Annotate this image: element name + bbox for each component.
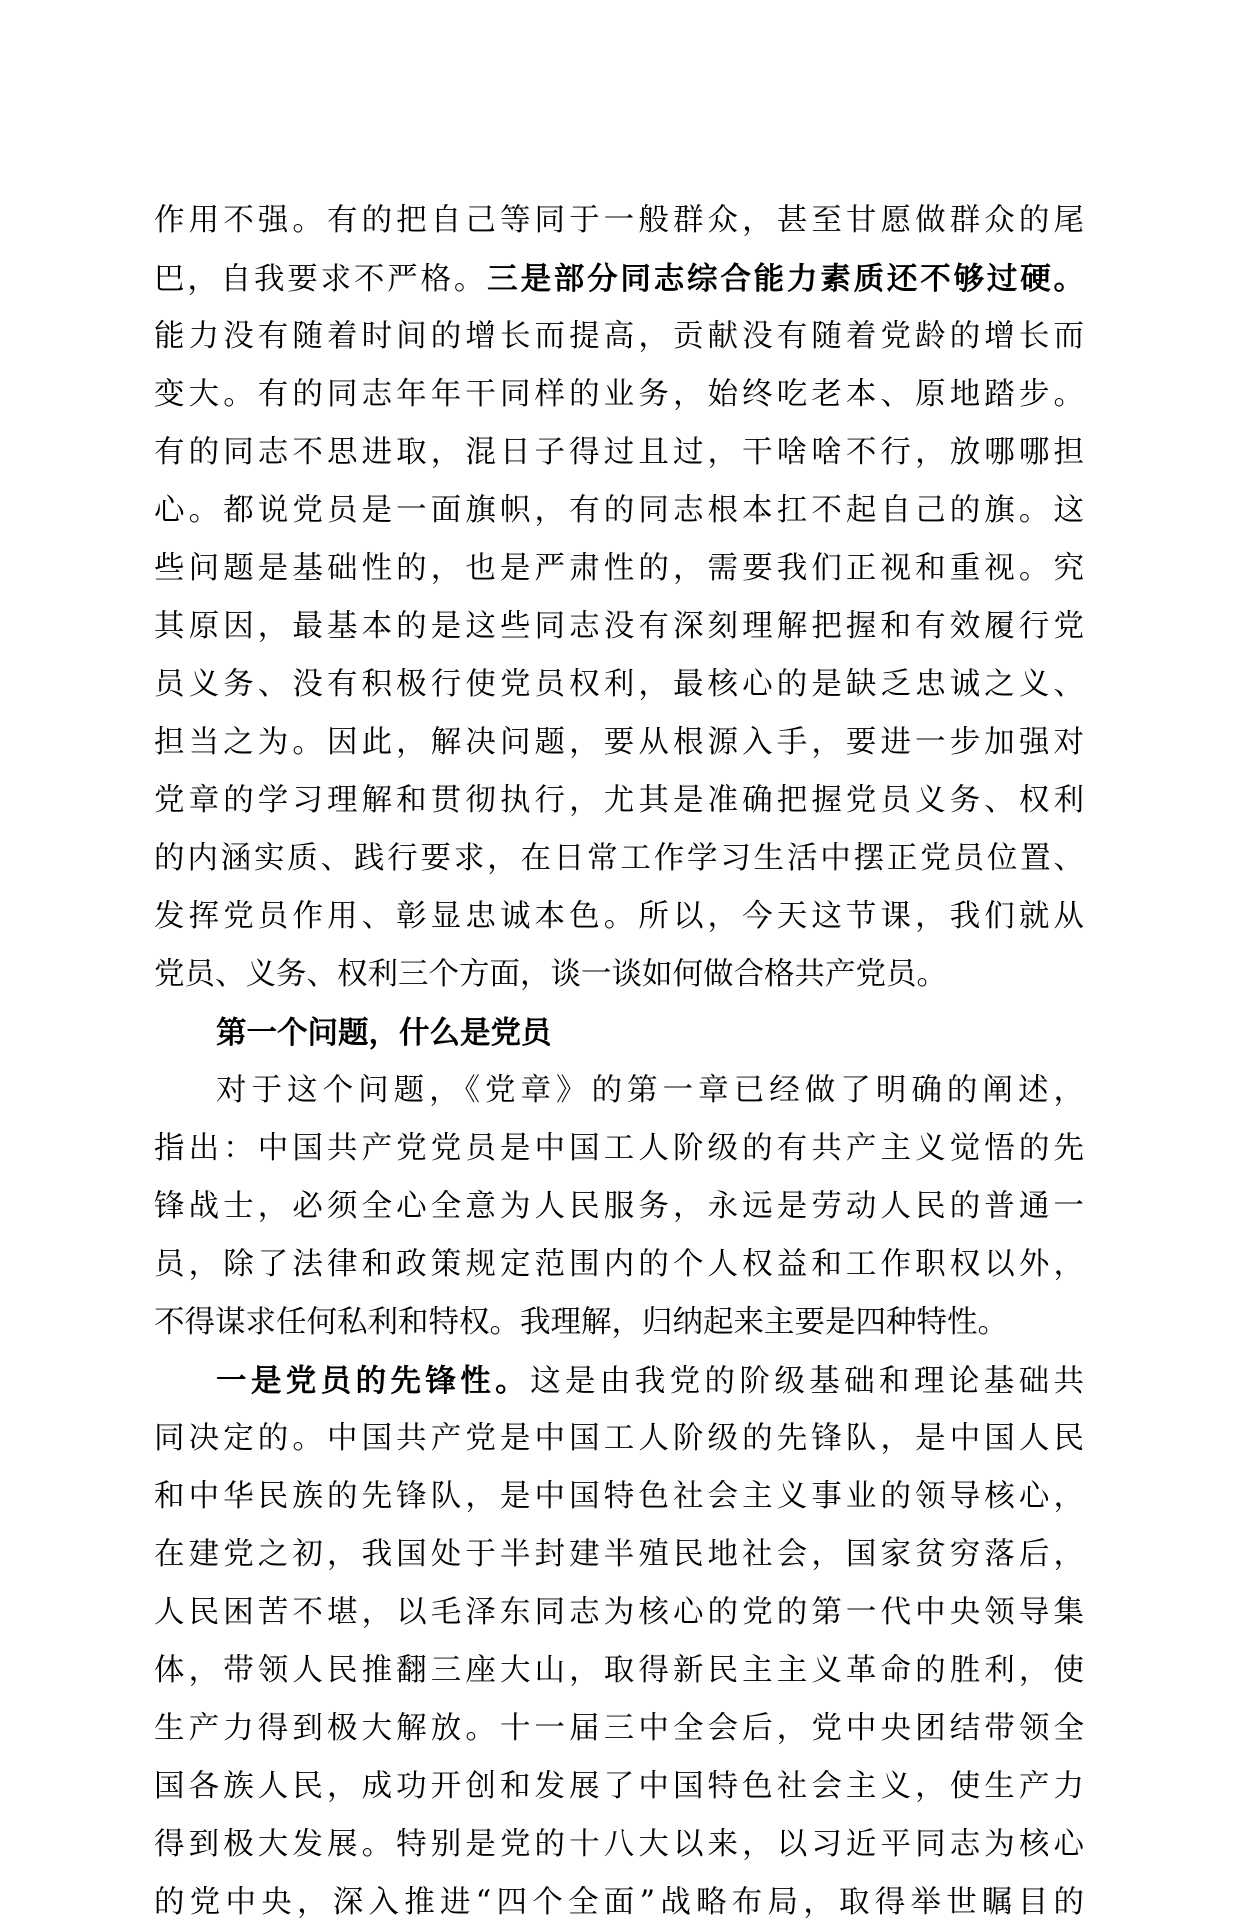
text-line (154, 656, 1084, 714)
text-line (154, 772, 1084, 830)
text-run: 员，除了法律和政策规定范围内的个人权益和工作职权以外， (154, 1247, 1084, 1282)
text-run: 的党中央，深入推进“四个全面”战略布局，取得举世瞩目的 (154, 1885, 1084, 1920)
text-line (154, 1758, 1084, 1816)
text-line (154, 830, 1084, 888)
text-run: 能力没有随着时间的增长而提高，贡献没有随着党龄的增长而 (154, 319, 1084, 354)
text-line (154, 366, 1084, 424)
text-run: 对于这个问题，《党章》的第一章已经做了明确的阐述， (216, 1073, 1084, 1108)
text-run: 担当之为。因此，解决问题，要从根源入手，要进一步加强对 (154, 725, 1084, 760)
text-line (154, 1410, 1084, 1468)
text-line (154, 1700, 1084, 1758)
text-line (154, 1352, 1084, 1410)
text-line (154, 888, 1084, 946)
text-line (154, 1642, 1084, 1700)
text-run: 作用不强。有的把自己等同于一般群众，甚至甘愿做群众的尾 (154, 203, 1084, 238)
text-run: 和中华民族的先锋队，是中国特色社会主义事业的领导核心， (154, 1479, 1084, 1514)
text-line (154, 540, 1084, 598)
text-line (154, 598, 1084, 656)
text-run: 些问题是基础性的，也是严肃性的，需要我们正视和重视。究 (154, 551, 1084, 586)
document-body (154, 192, 1084, 1932)
text-line (154, 1004, 1084, 1062)
text-line (154, 250, 1084, 308)
text-run: 心。都说党员是一面旗帜，有的同志根本扛不起自己的旗。这 (154, 493, 1084, 528)
text-line (154, 1294, 1084, 1352)
text-run: 同决定的。中国共产党是中国工人阶级的先锋队，是中国人民 (154, 1421, 1084, 1456)
text-line (154, 946, 1084, 1004)
text-line (154, 1236, 1084, 1294)
text-run: 指出：中国共产党党员是中国工人阶级的有共产主义觉悟的先 (154, 1131, 1084, 1166)
bold-text-run: 一是党员的先锋性。 (216, 1363, 531, 1399)
text-run: 的内涵实质、践行要求，在日常工作学习生活中摆正党员位置、 (154, 841, 1084, 876)
text-line (154, 1874, 1084, 1932)
text-run: 党章的学习理解和贯彻执行，尤其是准确把握党员义务、权利 (154, 783, 1084, 818)
text-run: 员义务、没有积极行使党员权利，最核心的是缺乏忠诚之义、 (154, 667, 1084, 702)
text-line (154, 1178, 1084, 1236)
text-run: 在建党之初，我国处于半封建半殖民地社会，国家贫穷落后， (154, 1537, 1084, 1572)
text-run: 体，带领人民推翻三座大山，取得新民主主义革命的胜利，使 (154, 1653, 1084, 1688)
text-line (154, 192, 1084, 250)
text-line (154, 482, 1084, 540)
text-run: 其原因，最基本的是这些同志没有深刻理解把握和有效履行党 (154, 609, 1084, 644)
text-run: 生产力得到极大解放。十一届三中全会后，党中央团结带领全 (154, 1711, 1084, 1746)
text-line (154, 1468, 1084, 1526)
text-line (154, 424, 1084, 482)
text-run: 人民困苦不堪，以毛泽东同志为核心的党的第一代中央领导集 (154, 1595, 1084, 1630)
text-run: 党员、义务、权利三个方面，谈一谈如何做合格共产党员。 (154, 957, 947, 992)
text-line (154, 308, 1084, 366)
bold-text-run: 第一个问题，什么是党员 (216, 1015, 552, 1051)
text-line (154, 714, 1084, 772)
text-run: 变大。有的同志年年干同样的业务，始终吃老本、原地踏步。 (154, 377, 1084, 412)
text-line (154, 1120, 1084, 1178)
text-run: 这是由我党的阶级基础和理论基础共 (530, 1364, 1084, 1399)
bold-text-run: 三是部分同志综合能力素质还不够过硬。 (487, 261, 1085, 297)
text-line (154, 1526, 1084, 1584)
text-line (154, 1584, 1084, 1642)
text-run: 锋战士，必须全心全意为人民服务，永远是劳动人民的普通一 (154, 1189, 1084, 1224)
text-run: 巴，自我要求不严格。 (154, 262, 488, 297)
text-run: 有的同志不思进取，混日子得过且过，干啥啥不行，放哪哪担 (154, 435, 1084, 470)
text-run: 发挥党员作用、彰显忠诚本色。所以，今天这节课，我们就从 (154, 899, 1084, 934)
text-line (154, 1062, 1084, 1120)
text-line (154, 1816, 1084, 1874)
text-run: 得到极大发展。特别是党的十八大以来，以习近平同志为核心 (154, 1827, 1084, 1862)
text-run: 国各族人民，成功开创和发展了中国特色社会主义，使生产力 (154, 1769, 1084, 1804)
text-run: 不得谋求任何私利和特权。我理解，归纳起来主要是四种特性。 (154, 1305, 1008, 1340)
